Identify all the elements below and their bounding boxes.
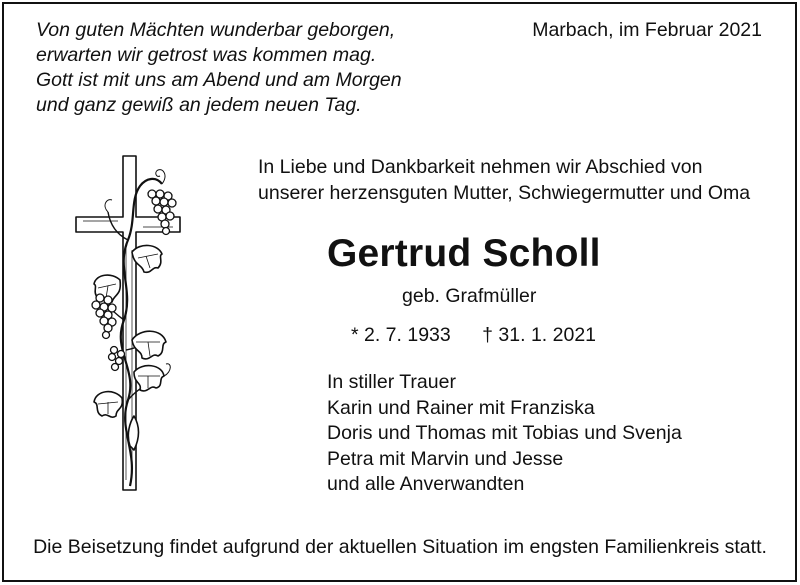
cross-with-grapevine-icon <box>68 150 188 495</box>
intro-line: In Liebe und Dankbarkeit nehmen wir Abschied von <box>258 156 703 178</box>
verse-line: erwarten wir getrost was kommen mag. <box>36 44 377 66</box>
mourners-line: Petra mit Marvin und Jesse <box>327 447 564 470</box>
mourners-line: Doris und Thomas mit Tobias und Svenja <box>327 422 682 445</box>
mourners-line: Karin und Rainer mit Franziska <box>327 396 595 419</box>
mourners-line: und alle Anverwandten <box>327 473 525 496</box>
intro-text <box>258 154 750 206</box>
verse-line: Gott ist mit uns am Abend und am Morgen <box>36 69 402 91</box>
verse <box>36 18 402 118</box>
deceased-name: Gertrud Scholl <box>327 232 601 275</box>
place-date: Marbach, im Februar 2021 <box>532 19 762 41</box>
mourners-line: In stiller Trauer <box>327 371 456 393</box>
mourners-list <box>327 370 682 498</box>
verse-line: und ganz gewiß an jedem neuen Tag. <box>36 94 362 116</box>
death-date: † 31. 1. 2021 <box>482 324 597 346</box>
birth-date: * 2. 7. 1933 <box>351 324 451 346</box>
birth-name: geb. Grafmüller <box>402 285 537 307</box>
life-dates <box>351 323 596 347</box>
intro-line: unserer herzensguten Mutter, Schwiegermutter und Oma <box>258 182 751 204</box>
verse-line: Von guten Mächten wunderbar geborgen, <box>36 19 396 41</box>
funeral-note: Die Beisetzung findet aufgrund der aktuellen Situation im engsten Familienkreis statt. <box>33 536 767 558</box>
